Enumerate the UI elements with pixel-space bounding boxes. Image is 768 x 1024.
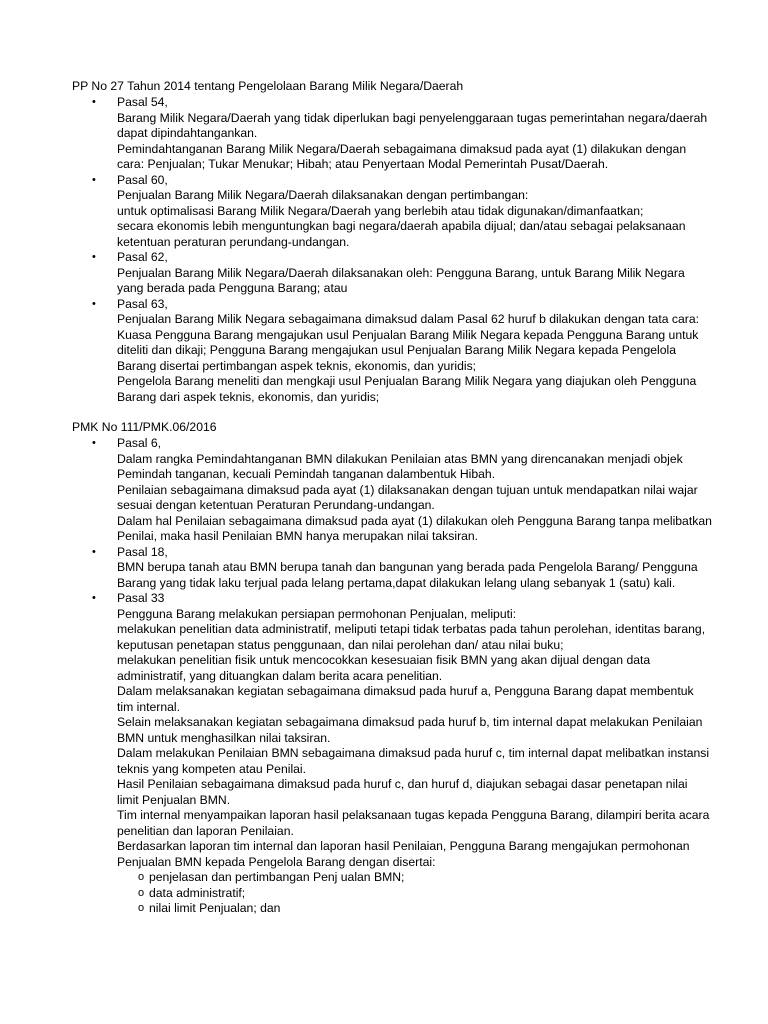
paragraph: Pemindahtanganan Barang Milik Negara/Daerah sebagaimana dimaksud pada ayat (1) dilakukan dengan cara: Penjualan; Tukar Menukar; Hibah; atau Penyertaan Modal Pemerintah Pusat/Daerah.	[117, 141, 687, 171]
section-heading-pmk111: PMK No 111/PMK.06/2016	[72, 420, 217, 434]
paragraph: Pengelola Barang meneliti dan mengkaji usul Penjualan Barang Milik Negara yang diajukan oleh Pengguna Barang dari aspek teknis, ekonomis, dan yuridis;	[117, 374, 697, 404]
list-item	[72, 173, 712, 251]
bullet: •	[92, 251, 96, 263]
paragraph: Dalam rangka Pemindahtanganan BMN dilakukan Penilaian atas BMN yang direncanakan menjadi objek Pemindah tanganan, kecuali Pemindah tanganan dalambentuk Hibah.	[117, 451, 683, 481]
bullet: •	[92, 173, 96, 186]
list-item	[72, 436, 712, 545]
bullet: •	[92, 437, 96, 449]
sub-item-text: nilai limit Penjualan; dan	[149, 901, 281, 915]
paragraph: Barang Milik Negara/Daerah yang tidak diperlukan bagi penyelenggaraan tugas pemerintahan negara/daerah dapat dipindahtangankan.	[117, 110, 708, 140]
item-title: Pasal 60,	[117, 172, 168, 187]
item-title: Pasal 33	[117, 591, 165, 605]
item-title: Pasal 62,	[117, 250, 168, 264]
section-pmk111-list	[72, 436, 712, 917]
paragraph: melakukan penelitian fisik untuk mencocokkan kesesuaian fisik BMN yang akan dijual dengan data administratif, yang dituangkan dalam berita acara penelitian.	[117, 653, 651, 683]
sub-bullet: o	[138, 886, 145, 899]
paragraph: Selain melaksanakan kegiatan sebagaimana dimaksud pada huruf b, tim internal dapat melakukan Penilaian BMN untuk menghasilkan nilai taksiran.	[117, 715, 703, 745]
paragraph: Berdasarkan laporan tim internal dan laporan hasil Penilaian, Pengguna Barang mengajukan permohonan Penjualan BMN kepada Pengelola Barang dengan disertai:	[117, 839, 690, 869]
section-heading-pp27: PP No 27 Tahun 2014 tentang Pengelolaan Barang Milik Negara/Daerah	[72, 79, 464, 93]
list-item	[72, 591, 712, 870]
paragraph: Dalam melaksanakan kegiatan sebagaimana dimaksud pada huruf a, Pengguna Barang dapat membentuk tim internal.	[117, 684, 694, 714]
paragraph: melakukan penelitian data administratif, meliputi tetapi tidak terbatas pada tahun perolehan, identitas barang, keputusan penetapan status penggunaan, dan nilai perolehan dan/ atau nilai buku;	[117, 622, 706, 652]
paragraph: Penjualan Barang Milik Negara/Daerah dilaksanakan oleh: Pengguna Barang, untuk Barang Milik Negara yang berada pada Pengguna Barang; atau	[117, 265, 685, 295]
section-pp27-list	[72, 95, 712, 405]
paragraph: Penjualan Barang Milik Negara/Daerah dilaksanakan dengan pertimbangan:	[117, 188, 529, 202]
sub-item-text: data administratif;	[149, 885, 246, 900]
sub-item-text: penjelasan dan pertimbangan Penj ualan BMN;	[149, 870, 405, 884]
bullet: •	[92, 297, 96, 310]
bullet: •	[92, 592, 96, 604]
sub-list-item	[72, 886, 712, 902]
sub-bullet: o	[138, 902, 145, 914]
paragraph: Dalam hal Penilaian sebagaimana dimaksud pada ayat (1) dilakukan oleh Pengguna Barang tanpa melibatkan Penilai, maka hasil Penilaian BMN hanya merupakan nilai taksiran.	[117, 513, 712, 543]
bullet: •	[92, 545, 96, 558]
sub-bullet: o	[138, 871, 145, 883]
paragraph: secara ekonomis lebih menguntungkan bagi negara/daerah apabila dijual; dan/atau sebagai pelaksanaan ketentuan peraturan perundang-undangan.	[117, 219, 686, 249]
paragraph: Penilaian sebagaimana dimaksud pada ayat (1) dilaksanakan dengan tujuan untuk mendapatkan nilai wajar sesuai dengan ketentuan Peraturan Perundang-undangan.	[117, 482, 698, 512]
paragraph: Pengguna Barang melakukan persiapan permohonan Penjualan, meliputi:	[117, 606, 517, 621]
paragraph: BMN berupa tanah atau BMN berupa tanah dan bangunan yang berada pada Pengelola Barang/ Pengguna Barang yang tidak laku terjual pada lelang pertama,dapat dilakukan lelang ulang sebanyak 1 (satu) kali.	[117, 560, 698, 590]
item-title: Pasal 63,	[117, 296, 168, 311]
paragraph: untuk optimalisasi Barang Milik Negara/Daerah yang berlebih atau tidak digunakan/dimanfaatkan;	[117, 203, 644, 218]
item-title: Pasal 18,	[117, 544, 168, 559]
paragraph: Dalam melakukan Penilaian BMN sebagaimana dimaksud pada huruf c, tim internal dapat melibatkan instansi teknis yang kompeten atau Penilai.	[117, 746, 710, 776]
item-title: Pasal 54,	[117, 95, 168, 109]
list-item	[72, 545, 712, 592]
sub-list-item	[72, 870, 712, 886]
list-item	[72, 297, 712, 406]
item-title: Pasal 6,	[117, 436, 162, 450]
sub-list-item	[72, 901, 712, 917]
list-item	[72, 250, 712, 297]
paragraph: Hasil Penilaian sebagaimana dimaksud pada huruf c, dan huruf d, diajukan sebagai dasar penetapan nilai limit Penjualan BMN.	[117, 777, 688, 807]
bullet: •	[92, 96, 96, 108]
paragraph: Penjualan Barang Milik Negara sebagaimana dimaksud dalam Pasal 62 huruf b dilakukan dengan tata cara: Kuasa Pengguna Barang mengajukan usul Penjualan Barang Milik Negara kepada Pengguna Barang untuk diteliti dan dikaji; Pengguna Barang mengajukan usul Penjualan Barang Milik Negara kepada Pengelola Barang disertai pertimbangan aspek teknis, ekonomis, dan yuridis;	[117, 312, 699, 373]
list-item	[72, 95, 712, 173]
paragraph: Tim internal menyampaikan laporan hasil pelaksanaan tugas kepada Pengguna Barang, dilampiri berita acara penelitian dan laporan Penilaian.	[117, 808, 710, 838]
